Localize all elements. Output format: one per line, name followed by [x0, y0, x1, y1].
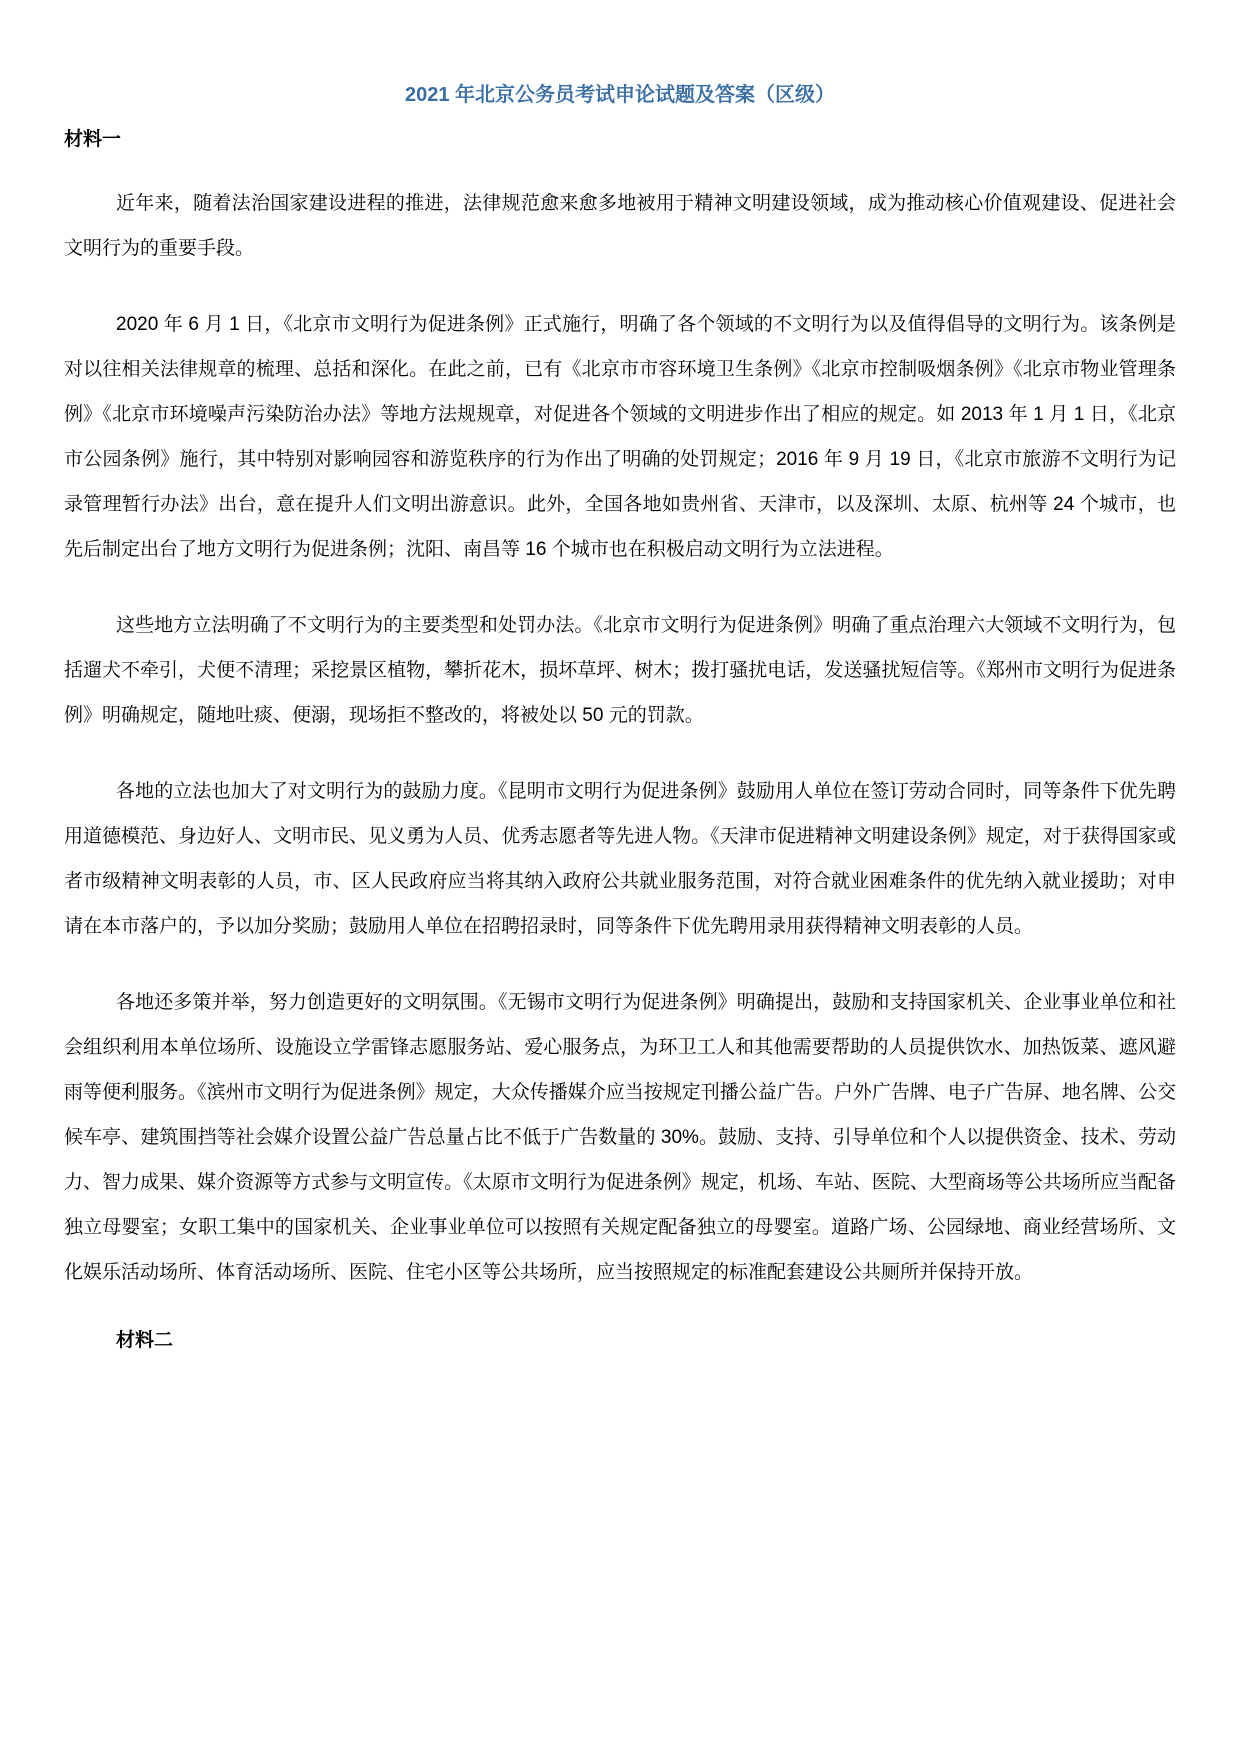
paragraph-1: 近年来，随着法治国家建设进程的推进，法律规范愈来愈多地被用于精神文明建设领域，成为推动核心价值观建设、促进社会文明行为的重要手段。 — [64, 193, 1176, 259]
page-title: 2021 年北京公务员考试申论试题及答案（区级） — [404, 84, 836, 106]
section-heading-material-2: 材料二 — [116, 1330, 174, 1351]
paragraph-3: 这些地方立法明确了不文明行为的主要类型和处罚办法。《北京市文明行为促进条例》明确了重点治理六大领域不文明行为，包括遛犬不牵引，犬便不清理；采挖景区植物，攀折花木，损坏草坪、树木；拨打骚扰电话，发送骚扰短信等。《郑州市文明行为促进条例》明确规定，随地吐痰、便溺，现场拒不整改的，将被处以 50 元的罚款。 — [64, 615, 1176, 726]
section-heading-material-1: 材料一 — [64, 129, 122, 150]
paragraph-5: 各地还多策并举，努力创造更好的文明氛围。《无锡市文明行为促进条例》明确提出，鼓励和支持国家机关、企业事业单位和社会组织利用本单位场所、设施设立学雷锋志愿服务站、爱心服务点，为环卫工人和其他需要帮助的人员提供饮水、加热饭菜、遮风避雨等便利服务。《滨州市文明行为促进条例》规定，大众传播媒介应当按规定刊播公益广告。户外广告牌、电子广告屏、地名牌、公交候车亭、建筑围挡等社会媒介设置公益广告总量占比不低于广告数量的 30%。鼓励、支持、引导单位和个人以提供资金、技术、劳动力、智力成果、媒介资源等方式参与文明宣传。《太原市文明行为促进条例》规定，机场、车站、医院、大型商场等公共场所应当配备独立母婴室；女职工集中的国家机关、企业事业单位可以按照有关规定配备独立的母婴室。道路广场、公园绿地、商业经营场所、文化娱乐活动场所、体育活动场所、医院、住宅小区等公共场所，应当按照规定的标准配套建设公共厕所并保持开放。 — [64, 992, 1176, 1283]
paragraph-4: 各地的立法也加大了对文明行为的鼓励力度。《昆明市文明行为促进条例》鼓励用人单位在签订劳动合同时，同等条件下优先聘用道德模范、身边好人、文明市民、见义勇为人员、优秀志愿者等先进人物。《天津市促进精神文明建设条例》规定，对于获得国家或者市级精神文明表彰的人员，市、区人民政府应当将其纳入政府公共就业服务范围，对符合就业困难条件的优先纳入就业援助；对申请在本市落户的，予以加分奖励；鼓励用人单位在招聘招录时，同等条件下优先聘用录用获得精神文明表彰的人员。 — [64, 781, 1176, 937]
paragraph-2: 2020 年 6 月 1 日，《北京市文明行为促进条例》正式施行，明确了各个领域的不文明行为以及值得倡导的文明行为。该条例是对以往相关法律规章的梳理、总括和深化。在此之前，已有《北京市市容环境卫生条例》《北京市控制吸烟条例》《北京市物业管理条例》《北京市环境噪声污染防治办法》等地方法规规章，对促进各个领域的文明进步作出了相应的规定。如 2013 年 1 月 1 日，《北京市公园条例》施行，其中特别对影响园容和游览秩序的行为作出了明确的处罚规定；2016 年 9 月 19 日，《北京市旅游不文明行为记录管理暂行办法》出台，意在提升人们文明出游意识。此外，全国各地如贵州省、天津市，以及深圳、太原、杭州等 24 个城市，也先后制定出台了地方文明行为促进条例；沈阳、南昌等 16 个城市也在积极启动文明行为立法进程。 — [64, 314, 1176, 560]
